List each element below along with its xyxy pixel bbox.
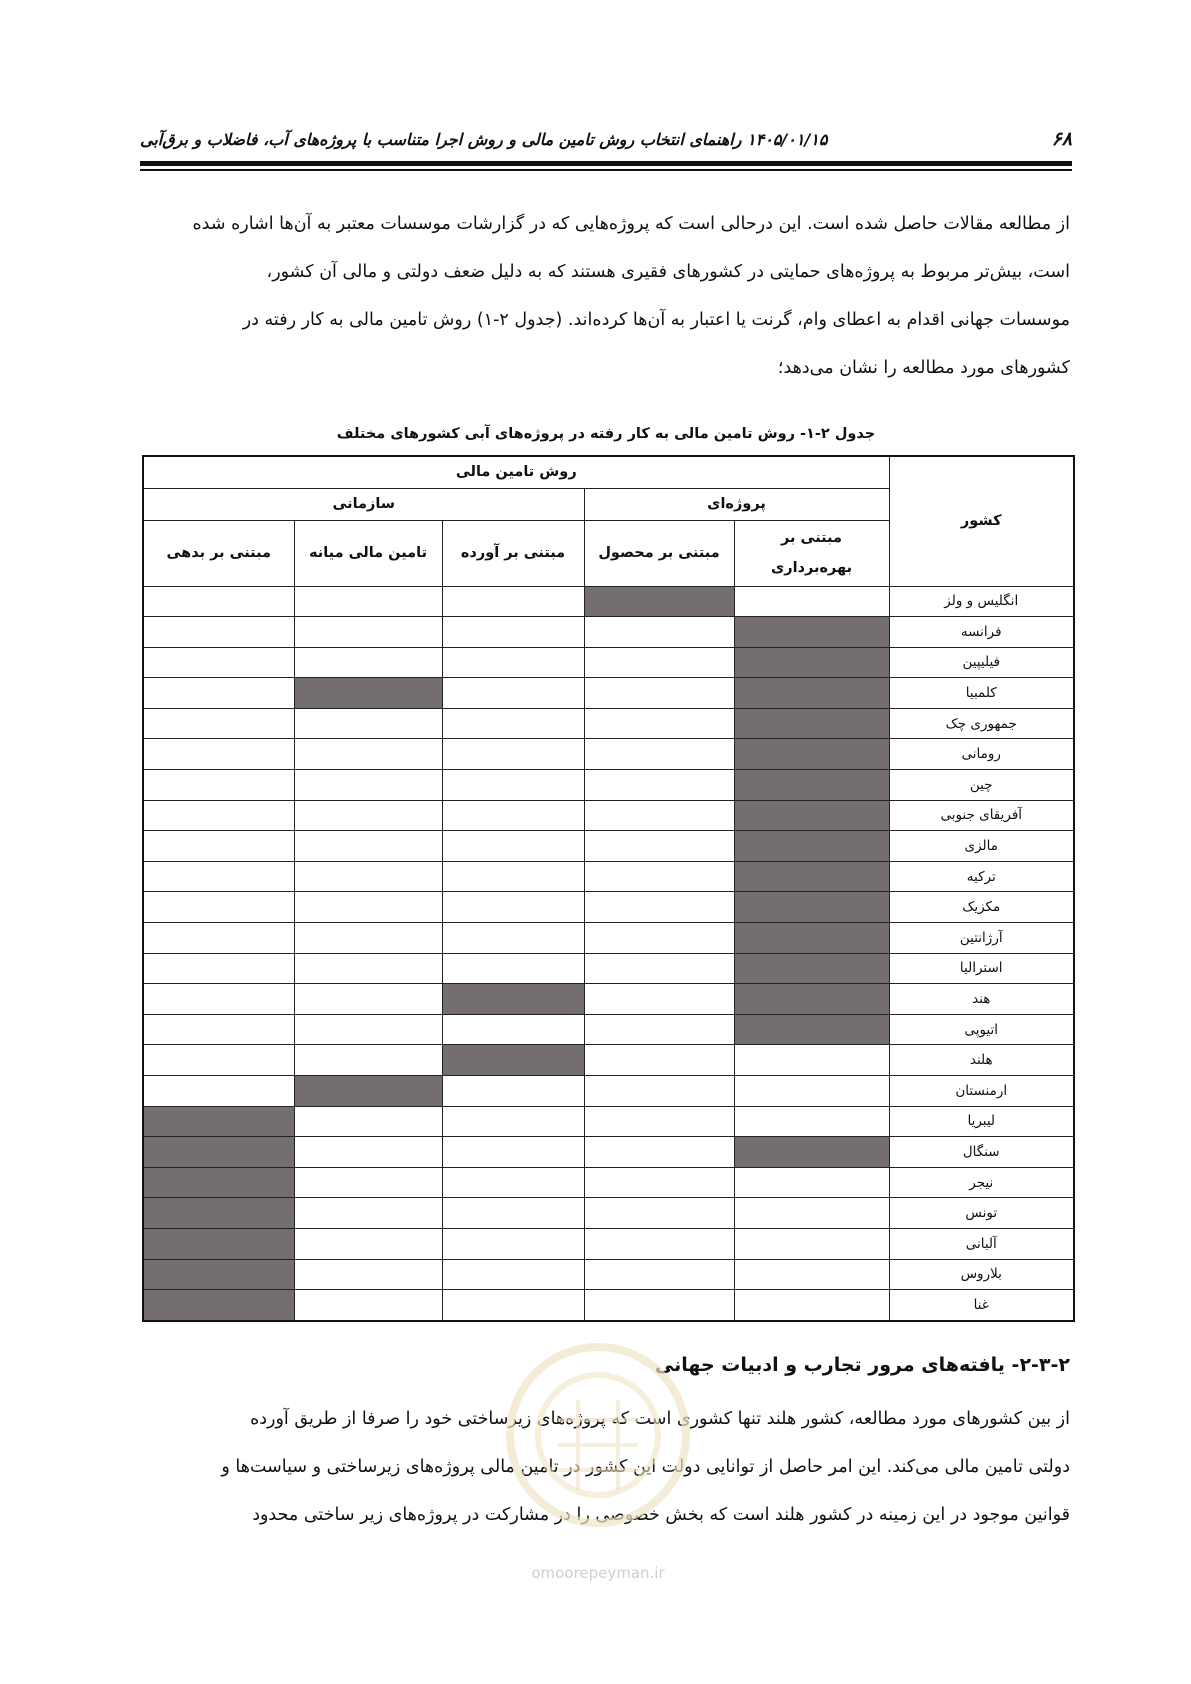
column-header: مبتنی بر آورده: [442, 520, 584, 586]
empty-cell: [442, 953, 584, 984]
filled-cell: [734, 831, 889, 862]
empty-cell: [294, 1167, 442, 1198]
paragraph-line: دولتی تامین مالی می‌کند. این امر حاصل از توانایی دولت این کشور در تامین مالی پروژه‌های زیرساختی و سیاست‌ها و: [221, 1457, 1070, 1477]
filled-cell: [442, 984, 584, 1015]
empty-cell: [143, 892, 294, 923]
empty-cell: [584, 1076, 734, 1107]
table-row: [143, 953, 1074, 984]
empty-cell: [584, 800, 734, 831]
filled-cell: [143, 1137, 294, 1168]
empty-cell: [442, 586, 584, 617]
filled-cell: [734, 923, 889, 954]
table-row: [143, 617, 1074, 648]
country-cell: جمهوری چک: [889, 708, 1074, 739]
empty-cell: [442, 1137, 584, 1168]
table-row: [143, 708, 1074, 739]
table-row: [143, 1167, 1074, 1198]
paragraph-line: است، بیش‌تر مربوط به پروژه‌های حمایتی در کشورهای فقیری هستند که به دلیل ضعف دولتی و مالی آن کشور،: [266, 262, 1070, 282]
country-cell: نیجر: [889, 1167, 1074, 1198]
paragraph-line: موسسات جهانی اقدام به اعطای وام، گرنت یا اعتبار به آن‌ها کرده‌اند. (جدول ۲-۱) روش تامین مالی به کار رفته در: [242, 310, 1070, 330]
empty-cell: [294, 1014, 442, 1045]
filled-cell: [734, 1137, 889, 1168]
empty-cell: [734, 586, 889, 617]
country-cell: آلبانی: [889, 1228, 1074, 1259]
empty-cell: [143, 800, 294, 831]
watermark-logo: [498, 1340, 698, 1590]
filled-cell: [734, 861, 889, 892]
filled-cell: [734, 739, 889, 770]
empty-cell: [442, 678, 584, 709]
column-header: مبتنی بر بهره‌برداری: [734, 520, 889, 586]
empty-cell: [143, 923, 294, 954]
table-row: [143, 1198, 1074, 1229]
paragraph-line: قوانین موجود در این زمینه در کشور هلند است که بخش خصوصی را در مشارکت در پروژه‌های زیر ساختی محدود: [252, 1505, 1070, 1525]
empty-cell: [143, 861, 294, 892]
filled-cell: [734, 892, 889, 923]
empty-cell: [584, 617, 734, 648]
country-cell: لیبریا: [889, 1106, 1074, 1137]
empty-cell: [143, 586, 294, 617]
filled-cell: [143, 1259, 294, 1290]
country-cell: چین: [889, 770, 1074, 801]
empty-cell: [584, 984, 734, 1015]
filled-cell: [294, 1076, 442, 1107]
country-cell: ارمنستان: [889, 1076, 1074, 1107]
empty-cell: [584, 739, 734, 770]
country-cell: بلاروس: [889, 1259, 1074, 1290]
table-row: [143, 831, 1074, 862]
filled-cell: [734, 617, 889, 648]
filled-cell: [143, 1290, 294, 1321]
empty-cell: [143, 770, 294, 801]
empty-cell: [143, 1076, 294, 1107]
empty-cell: [442, 708, 584, 739]
empty-cell: [143, 678, 294, 709]
filled-cell: [734, 770, 889, 801]
empty-cell: [442, 892, 584, 923]
table-row: [143, 1045, 1074, 1076]
empty-cell: [294, 1045, 442, 1076]
filled-cell: [734, 984, 889, 1015]
empty-cell: [442, 1259, 584, 1290]
empty-cell: [584, 1137, 734, 1168]
empty-cell: [143, 1045, 294, 1076]
empty-cell: [143, 708, 294, 739]
empty-cell: [584, 1045, 734, 1076]
filled-cell: [143, 1198, 294, 1229]
table-row: [143, 800, 1074, 831]
table-row: [143, 1137, 1074, 1168]
empty-cell: [442, 1198, 584, 1229]
empty-cell: [734, 1045, 889, 1076]
empty-cell: [442, 1228, 584, 1259]
table-row: [143, 770, 1074, 801]
table-row: [143, 678, 1074, 709]
table-row: [143, 1228, 1074, 1259]
empty-cell: [442, 770, 584, 801]
filled-cell: [734, 953, 889, 984]
filled-cell: [584, 586, 734, 617]
header-rule-thin: [140, 169, 1072, 171]
empty-cell: [734, 1290, 889, 1321]
empty-cell: [584, 953, 734, 984]
filled-cell: [294, 678, 442, 709]
empty-cell: [734, 1167, 889, 1198]
empty-cell: [584, 1167, 734, 1198]
table-row: [143, 1290, 1074, 1321]
country-cell: غنا: [889, 1290, 1074, 1321]
country-header: کشور: [889, 456, 1074, 586]
page-number: ۶۸: [1051, 128, 1072, 150]
empty-cell: [294, 1198, 442, 1229]
intro-paragraph: [142, 200, 1070, 392]
table-row: [143, 739, 1074, 770]
table-row: [143, 892, 1074, 923]
paragraph-line: کشورهای مورد مطالعه را نشان می‌دهد؛: [777, 358, 1070, 378]
table-row: [143, 1106, 1074, 1137]
empty-cell: [442, 923, 584, 954]
filled-cell: [442, 1045, 584, 1076]
country-cell: مکزیک: [889, 892, 1074, 923]
country-cell: هند: [889, 984, 1074, 1015]
empty-cell: [294, 800, 442, 831]
country-cell: فرانسه: [889, 617, 1074, 648]
empty-cell: [734, 1076, 889, 1107]
page-header: [140, 128, 1072, 158]
table-row: [143, 647, 1074, 678]
watermark-url: omoorepeyman.ir: [531, 1564, 665, 1582]
empty-cell: [442, 861, 584, 892]
filled-cell: [734, 1014, 889, 1045]
column-header: تامین مالی میانه: [294, 520, 442, 586]
country-cell: استرالیا: [889, 953, 1074, 984]
country-cell: مالزی: [889, 831, 1074, 862]
filled-cell: [143, 1228, 294, 1259]
paragraph-line: از مطالعه مقالات حاصل شده است. این درحالی است که پروژه‌هایی که در گزارشات موسسات معتبر به آن‌ها اشاره شده: [192, 214, 1070, 234]
country-cell: رومانی: [889, 739, 1074, 770]
country-cell: فیلیپین: [889, 647, 1074, 678]
column-header: مبتنی بر محصول: [584, 520, 734, 586]
table-row: [143, 1259, 1074, 1290]
table-body: [143, 586, 1074, 1321]
empty-cell: [734, 1106, 889, 1137]
empty-cell: [294, 647, 442, 678]
empty-cell: [442, 831, 584, 862]
financing-table: [142, 455, 1075, 1322]
empty-cell: [442, 1076, 584, 1107]
country-cell: کلمبیا: [889, 678, 1074, 709]
empty-cell: [294, 892, 442, 923]
empty-cell: [584, 1290, 734, 1321]
filled-cell: [734, 647, 889, 678]
empty-cell: [584, 1259, 734, 1290]
filled-cell: [734, 708, 889, 739]
empty-cell: [584, 923, 734, 954]
empty-cell: [584, 1106, 734, 1137]
empty-cell: [143, 953, 294, 984]
method-header: روش تامین مالی: [143, 456, 889, 488]
empty-cell: [442, 1167, 584, 1198]
table-row: [143, 586, 1074, 617]
empty-cell: [442, 647, 584, 678]
empty-cell: [584, 708, 734, 739]
section-heading: ۲-۳-۲- یافته‌های مرور تجارب و ادبیات جهانی: [654, 1354, 1070, 1376]
table-row: [143, 923, 1074, 954]
empty-cell: [442, 739, 584, 770]
empty-cell: [734, 1198, 889, 1229]
country-cell: انگلیس و ولز: [889, 586, 1074, 617]
empty-cell: [442, 1290, 584, 1321]
paragraph-line: از بین کشورهای مورد مطالعه، کشور هلند تنها کشوری است که پروژه‌های زیرساختی خود را صرفا از طریق آورده: [250, 1409, 1070, 1429]
empty-cell: [294, 953, 442, 984]
country-cell: آرژانتین: [889, 923, 1074, 954]
empty-cell: [294, 1259, 442, 1290]
table-row: [143, 1014, 1074, 1045]
empty-cell: [143, 984, 294, 1015]
empty-cell: [734, 1228, 889, 1259]
country-cell: ترکیه: [889, 861, 1074, 892]
empty-cell: [294, 1137, 442, 1168]
empty-cell: [584, 1228, 734, 1259]
table-row: [143, 984, 1074, 1015]
group-corporate-header: سازمانی: [143, 488, 584, 520]
empty-cell: [584, 678, 734, 709]
empty-cell: [294, 770, 442, 801]
empty-cell: [294, 1106, 442, 1137]
table-row: [143, 1076, 1074, 1107]
running-title: ۱۴۰۵/۰۱/۱۵ راهنمای انتخاب روش تامین مالی و روش اجرا متناسب با پروژه‌های آب، فاضلاب و برق‌آبی: [140, 130, 828, 149]
filled-cell: [734, 678, 889, 709]
filled-cell: [143, 1106, 294, 1137]
empty-cell: [294, 586, 442, 617]
country-cell: هلند: [889, 1045, 1074, 1076]
empty-cell: [442, 800, 584, 831]
empty-cell: [294, 1290, 442, 1321]
column-header: مبتنی بر بدهی: [143, 520, 294, 586]
empty-cell: [442, 1014, 584, 1045]
country-cell: آفریقای جنوبی: [889, 800, 1074, 831]
header-rule: [140, 161, 1072, 166]
empty-cell: [294, 739, 442, 770]
country-cell: تونس: [889, 1198, 1074, 1229]
empty-cell: [442, 617, 584, 648]
empty-cell: [294, 1228, 442, 1259]
empty-cell: [143, 831, 294, 862]
filled-cell: [143, 1167, 294, 1198]
empty-cell: [584, 1014, 734, 1045]
empty-cell: [143, 1014, 294, 1045]
empty-cell: [294, 984, 442, 1015]
empty-cell: [442, 1106, 584, 1137]
filled-cell: [734, 800, 889, 831]
empty-cell: [143, 647, 294, 678]
table-caption: جدول ۲-۱- روش تامین مالی به کار رفته در پروژه‌های آبی کشورهای مختلف: [336, 426, 876, 442]
empty-cell: [584, 647, 734, 678]
empty-cell: [584, 1198, 734, 1229]
empty-cell: [294, 861, 442, 892]
empty-cell: [734, 1259, 889, 1290]
empty-cell: [143, 739, 294, 770]
empty-cell: [584, 770, 734, 801]
table-row: [143, 861, 1074, 892]
empty-cell: [294, 923, 442, 954]
empty-cell: [584, 892, 734, 923]
empty-cell: [294, 831, 442, 862]
country-cell: سنگال: [889, 1137, 1074, 1168]
empty-cell: [584, 831, 734, 862]
country-cell: اتیوپی: [889, 1014, 1074, 1045]
group-project-header: پروژه‌ای: [584, 488, 889, 520]
empty-cell: [584, 861, 734, 892]
empty-cell: [294, 708, 442, 739]
empty-cell: [143, 617, 294, 648]
empty-cell: [294, 617, 442, 648]
